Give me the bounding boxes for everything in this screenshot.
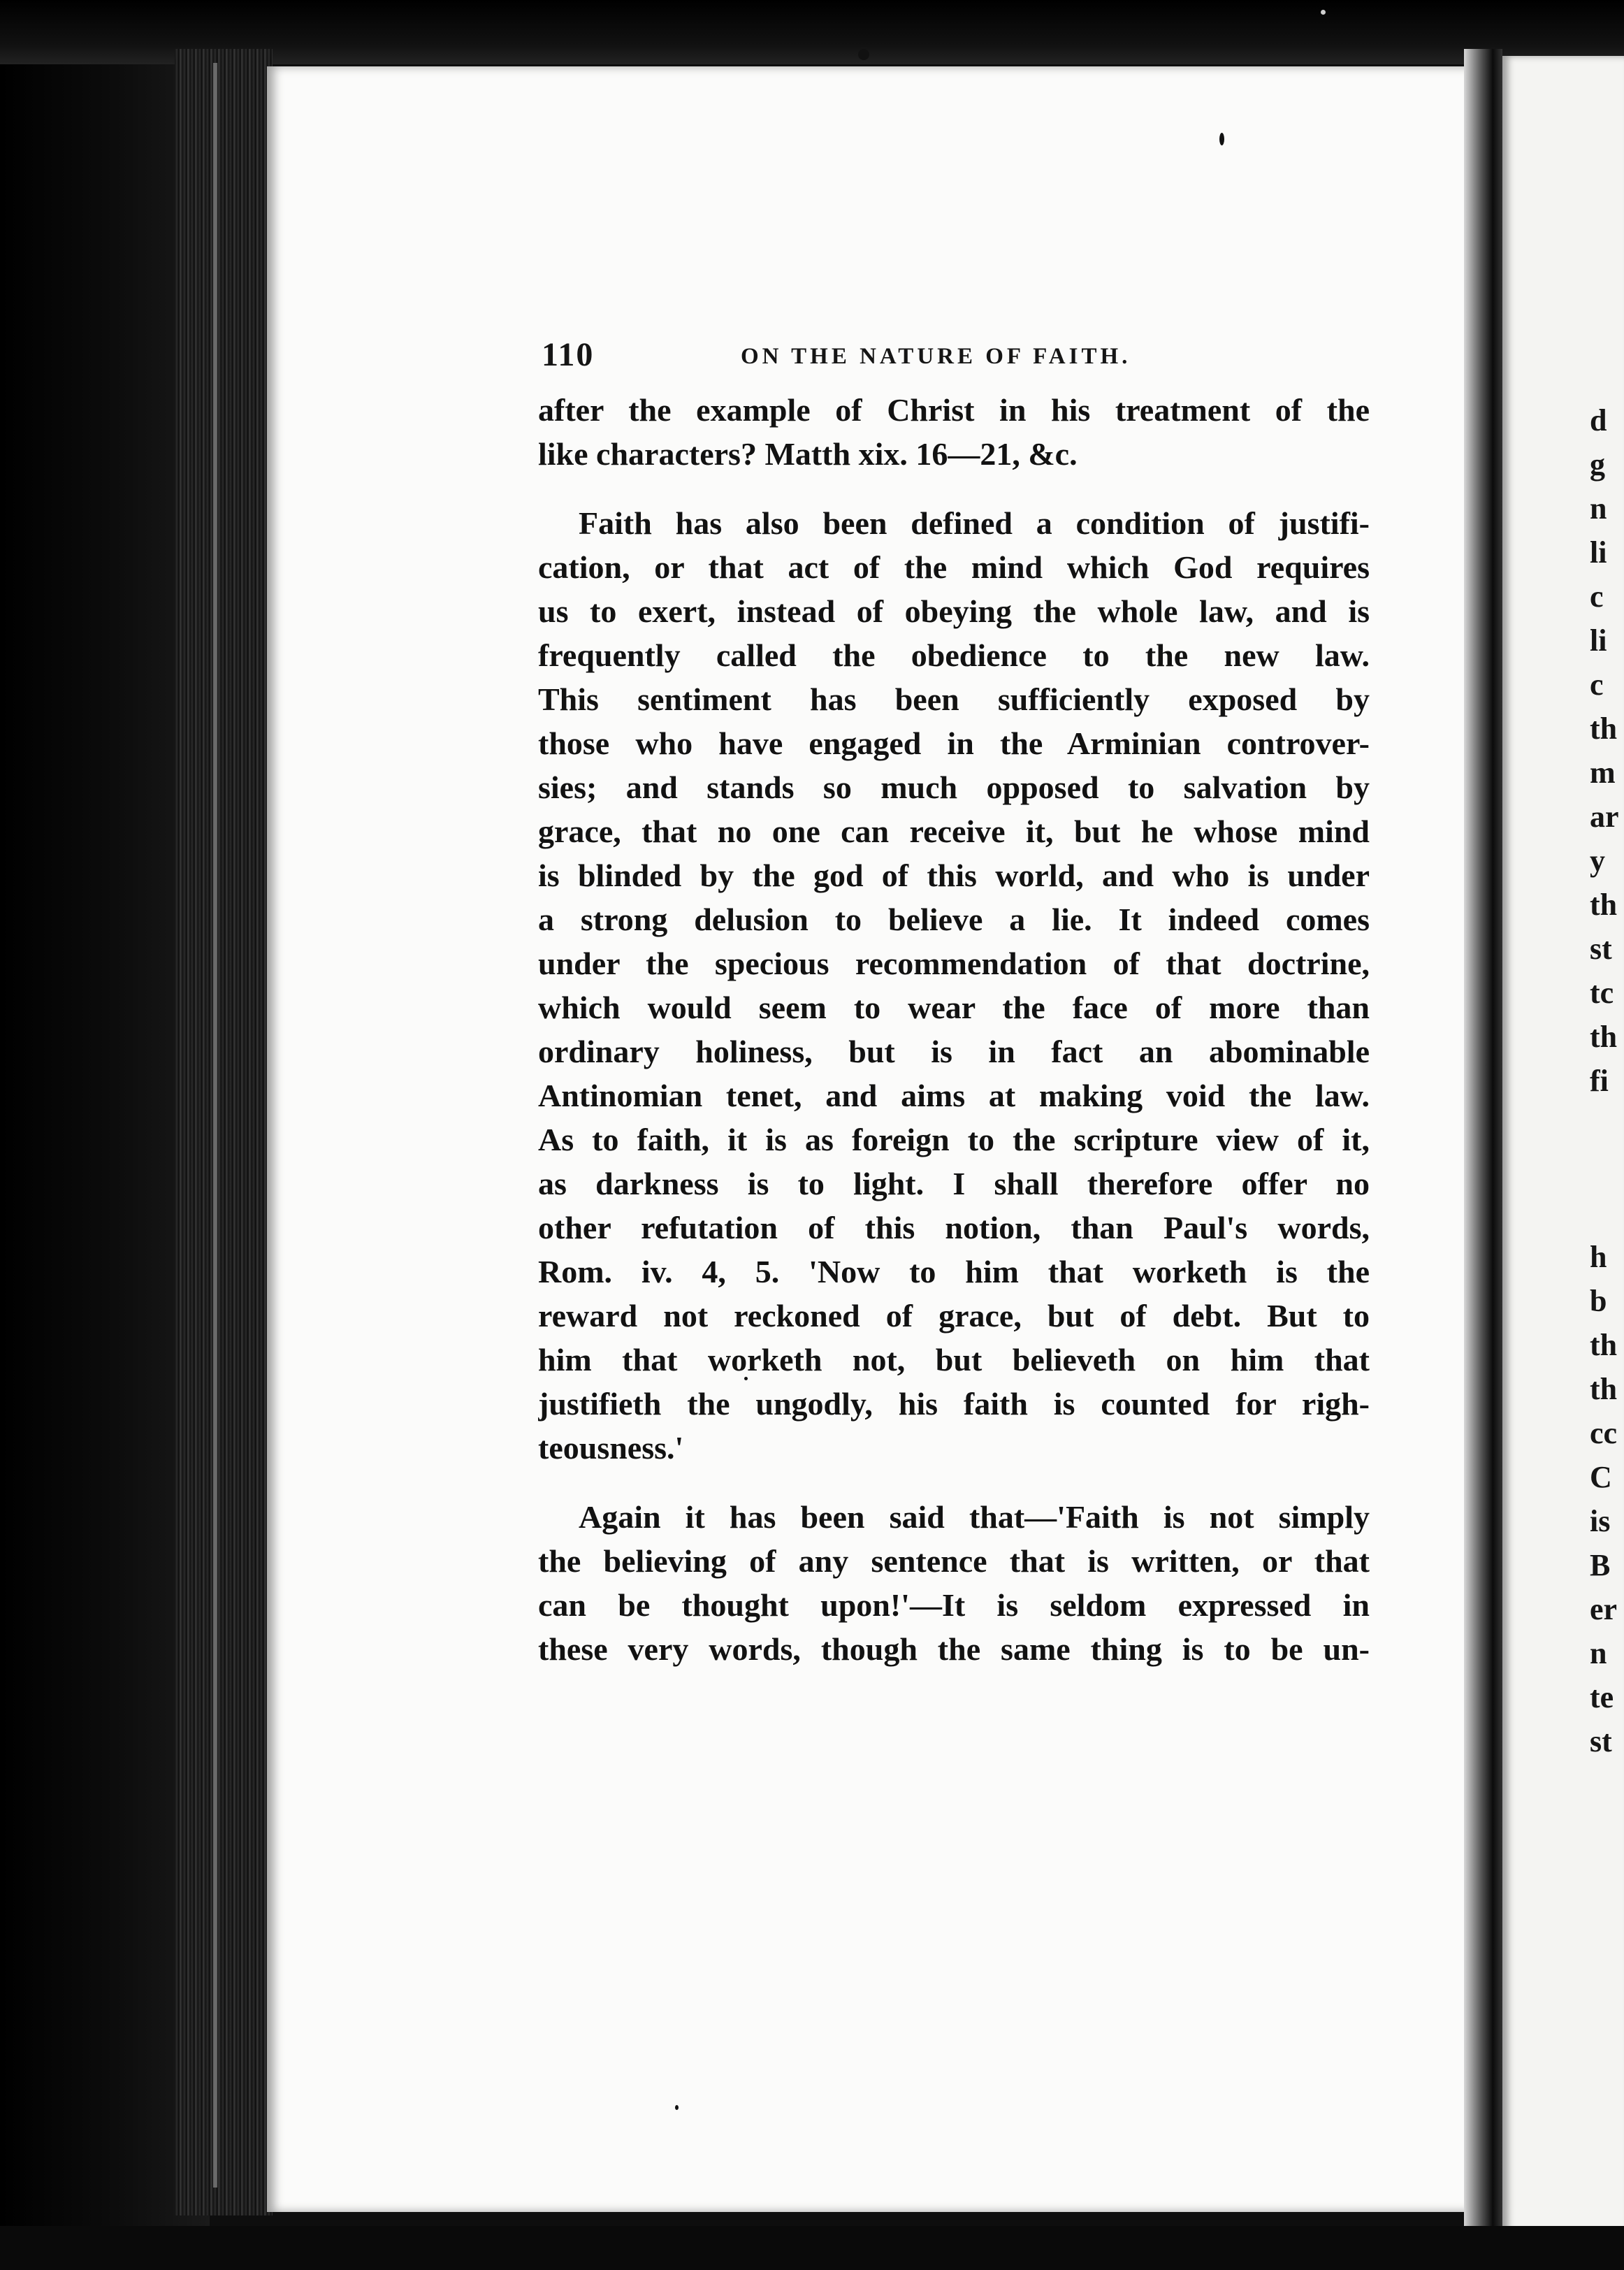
text-line: teousness.' [538, 1430, 684, 1466]
page-number: 110 [542, 336, 595, 373]
facing-fragment: ar [1590, 800, 1619, 834]
text-line: other refutation of this notion, than Paul's words, [538, 1210, 1370, 1245]
text-line: under the specious recommendation of that doctrine, [538, 946, 1370, 981]
facing-fragment: is [1590, 1504, 1611, 1538]
text-line: frequently called the obedience to the new law. [538, 637, 1370, 673]
dust-speck [675, 2105, 679, 2110]
paragraph-break [538, 476, 1370, 501]
facing-fragment: h [1590, 1240, 1607, 1274]
text-line: Rom. iv. 4, 5. 'Now to him that worketh is the [538, 1254, 1370, 1289]
text-line: the believing of any sentence that is written, or that [538, 1543, 1370, 1579]
text-line: Faith has also been defined a condition of justifi- [579, 505, 1370, 541]
facing-fragment: d [1590, 403, 1607, 438]
text-line: as darkness is to light. I shall therefore offer no [538, 1166, 1370, 1201]
facing-fragment: li [1590, 623, 1607, 658]
facing-fragment: B [1590, 1548, 1611, 1582]
facing-fragment: n [1590, 1636, 1607, 1670]
page-edge-highlight [213, 63, 217, 2188]
dust-speck [1219, 133, 1224, 145]
book-gutter [1464, 49, 1502, 2236]
text-line: after the example of Christ in his treatment of the [538, 392, 1370, 428]
facing-fragment: b [1590, 1284, 1607, 1318]
body-text [538, 388, 1370, 1671]
text-line: Antinomian tenet, and aims at making void the law. [538, 1078, 1370, 1113]
facing-fragment: th [1590, 1020, 1618, 1054]
facing-fragment: tc [1590, 976, 1614, 1010]
paragraph-break [538, 1470, 1370, 1495]
dust-speck [1321, 10, 1326, 15]
text-line: reward not reckoned of grace, but of debt. But to [538, 1298, 1370, 1333]
film-margin-bottom [0, 2226, 1624, 2270]
text-line: cation, or that act of the mind which God requires [538, 549, 1370, 585]
facing-fragment [1590, 1103, 1624, 1147]
facing-fragment: te [1590, 1680, 1614, 1714]
facing-fragment: th [1590, 711, 1618, 746]
dust-speck [858, 49, 869, 60]
text-line: grace, that no one can receive it, but he whose mind [538, 814, 1370, 849]
facing-fragment: th [1590, 1328, 1618, 1362]
text-line: those who have engaged in the Arminian controver- [538, 725, 1370, 761]
facing-fragment: m [1590, 756, 1616, 790]
book-page-edges [175, 49, 273, 2215]
text-line: is blinded by the god of this world, and who is under [538, 858, 1370, 893]
facing-fragment: er [1590, 1592, 1618, 1626]
text-line: can be thought upon!'—It is seldom expressed in [538, 1587, 1370, 1623]
facing-fragment: li [1590, 535, 1607, 570]
facing-fragment: n [1590, 491, 1607, 526]
facing-fragment: C [1590, 1460, 1612, 1494]
running-title: ON THE NATURE OF FAITH. [741, 344, 1131, 369]
facing-fragment: st [1590, 1724, 1612, 1758]
text-line: sies; and stands so much opposed to salvation by [538, 769, 1370, 805]
text-line: Again it has been said that—'Faith is not simply [579, 1499, 1370, 1535]
facing-fragment: th [1590, 888, 1618, 922]
text-line: a strong delusion to believe a lie. It indeed comes [538, 902, 1370, 937]
text-line: ordinary holiness, but is in fact an abominable [538, 1034, 1370, 1069]
facing-fragment: st [1590, 932, 1612, 966]
facing-fragment: th [1590, 1372, 1618, 1406]
facing-fragment: y [1590, 844, 1605, 878]
text-line: him that worketh not, but believeth on him that [538, 1342, 1370, 1378]
facing-fragment [1590, 1191, 1624, 1235]
facing-fragment: fi [1590, 1064, 1609, 1098]
text-line: which would seem to wear the face of more than [538, 990, 1370, 1025]
text-line: like characters? Matth xix. 16—21, &c. [538, 436, 1078, 472]
facing-fragment: cc [1590, 1416, 1618, 1450]
facing-fragment [1590, 1147, 1624, 1191]
text-line: This sentiment has been sufficiently exposed by [538, 681, 1370, 717]
running-head [542, 335, 1394, 384]
facing-fragment: g [1590, 447, 1605, 482]
facing-page-text [1590, 398, 1624, 1763]
text-line: justifieth the ungodly, his faith is counted for righ- [538, 1386, 1370, 1422]
facing-fragment: c [1590, 667, 1604, 702]
text-line: us to exert, instead of obeying the whole law, and is [538, 593, 1370, 629]
facing-fragment: c [1590, 579, 1604, 614]
text-line: these very words, though the same thing is to be un- [538, 1631, 1370, 1667]
text-line: As to faith, it is as foreign to the scripture view of it, [538, 1122, 1370, 1157]
